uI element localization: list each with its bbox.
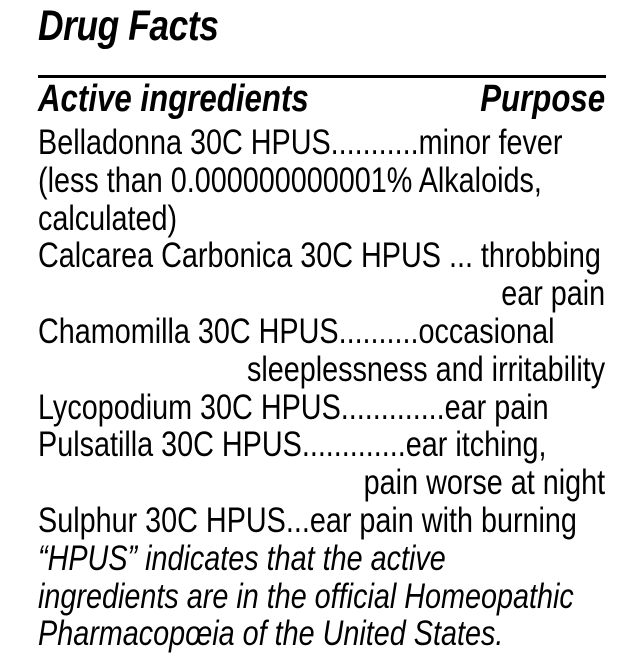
active-ingredients-heading: Active ingredients [38, 78, 309, 120]
ingredient-line: Belladonna 30C HPUS...........minor fever [38, 123, 563, 162]
ingredient-line: Calcarea Carbonica 30C HPUS ... throbbing [38, 236, 601, 276]
section-header [38, 78, 605, 121]
ingredients-list [38, 124, 605, 653]
hpus-note-line: ingredients are in the official Homeopathic [38, 576, 574, 616]
hpus-note-line: “HPUS” indicates that the active [38, 538, 446, 578]
ingredient-line: calculated) [38, 198, 178, 238]
purpose-continuation: ear pain [501, 274, 606, 314]
hpus-note-line: Pharmacopœia of the United States. [38, 614, 504, 653]
ingredient-line: (less than 0.000000000001% Alkaloids, [38, 160, 542, 200]
ingredient-line: Sulphur 30C HPUS...ear pain with burning [38, 500, 577, 540]
page-title: Drug Facts [38, 2, 219, 50]
purpose-heading: Purpose [480, 78, 606, 120]
purpose-continuation: sleeplessness and irritability [246, 349, 606, 389]
ingredient-line: Lycopodium 30C HPUS.............ear pain [38, 387, 549, 427]
purpose-continuation: pain worse at night [363, 463, 606, 503]
ingredient-line: Chamomilla 30C HPUS..........occasional [38, 311, 555, 351]
ingredient-line: Pulsatilla 30C HPUS.............ear itching, [38, 425, 547, 465]
